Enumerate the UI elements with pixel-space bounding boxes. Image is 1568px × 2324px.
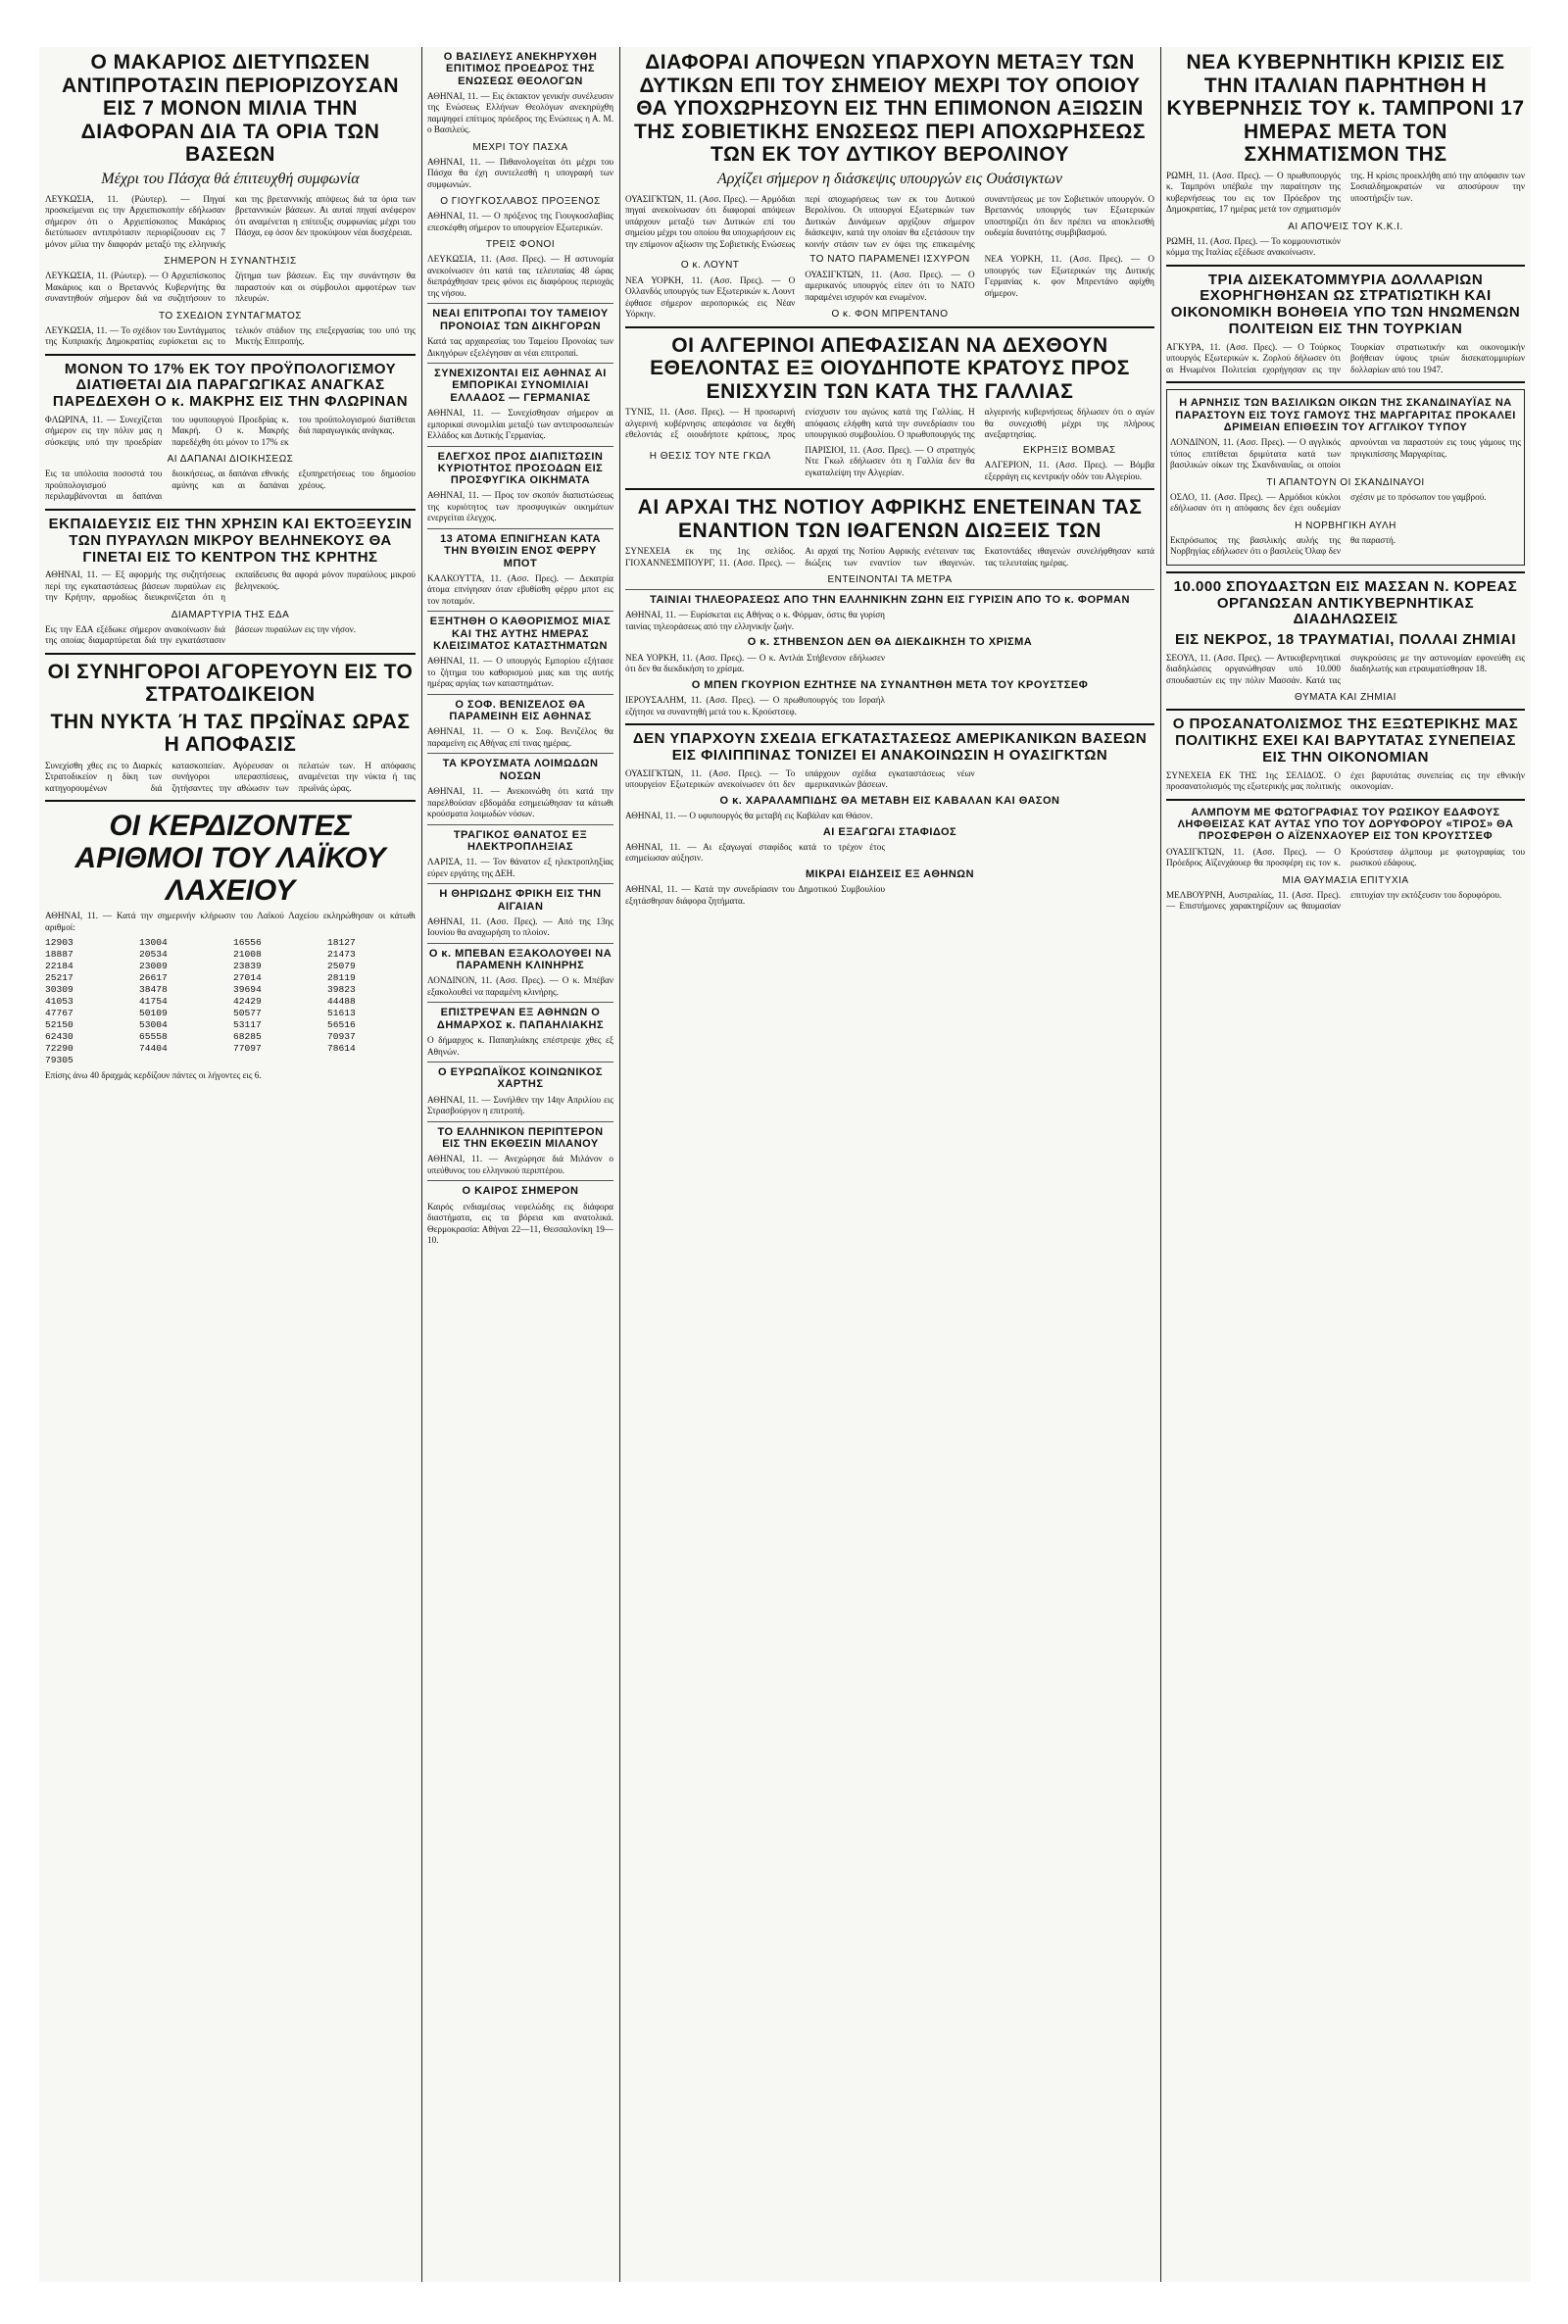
headline-shop-closing: ΕΞΗΤΗΘΗ Ο ΚΑΘΟΡΙΣΜΟΣ ΜΙΑΣ ΚΑΙ ΤΗΣ ΑΥΤΗΣ ΗΜΕΡΑΣ ΚΛΕΙΣΙΜΑΤΟΣ ΚΑΤΑΣΤΗΜΑΤΩΝ [429,616,612,652]
lottery-number: 26617 [139,972,168,984]
lottery-number: 23009 [139,961,168,972]
article-south-africa-body: ΣΥΝΕΧΕΙΑ εκ της 1ης σελίδος. ΓΙΟΧΑΝΝΕΣΜΠΟΥΡΓ, 11. (Ασσ. Πρες). — Αι αρχαί της Νοτίου Αφρικής ενέτειναν τας διώξεις των εναντίον των ιθαγενών. Εκατοντάδες ιθαγενών συνελήφθησαν κατά τας τελευταίας ημέρας. [625,546,1154,568]
divider [427,363,613,364]
lottery-number: 39823 [327,984,356,996]
headline-venizelos: Ο ΣΟΦ. ΒΕΝΙΖΕΛΟΣ ΘΑ ΠΑΡΑΜΕΙΝΗ ΕΙΣ ΑΘΗΝΑΣ [449,698,592,723]
lottery-numbers-grid [45,937,416,1066]
article-trade-body: ΑΘΗΝΑΙ, 11. — Συνεχίσθησαν σήμερον αι εμπορικαί συνομιλίαι μεταξύ των αντιπροσωπειών Ελλάδος και Δυτικής Γερμανίας. [427,408,613,440]
headline-philippines-bases: ΔΕΝ ΥΠΑΡΧΟΥΝ ΣΧΕΔΙΑ ΕΓΚΑΤΑΣΤΑΣΕΩΣ ΑΜΕΡΙΚΑΝΙΚΩΝ ΒΑΣΕΩΝ ΕΙΣ ΦΙΛΙΠΠΙΝΑΣ ΤΟΝΙΖΕΙ ΕΙ ΑΝΑΚΟΙΝΩΣΙΝ Η ΟΥΑΣΙΓΚΤΩΝ [632,730,1148,764]
lottery-number: 42429 [233,996,262,1008]
lottery-number: 79305 [45,1055,74,1066]
lottery-number: 47767 [45,1008,74,1019]
subhead-easter: Μέχρι του Πάσχα θά έπιτευχθή συμφωνία [101,170,360,187]
lottery-number: 50109 [139,1008,168,1019]
headline-trade-talks: ΣΥΝΕΧΙΖΟΝΤΑΙ ΕΙΣ ΑΘΗΝΑΣ ΑΙ ΕΜΠΟΡΙΚΑΙ ΣΥΝΟΜΙΛΙΑΙ ΕΛΛΑΔΟΣ — ΓΕΡΜΑΝΙΑΣ [434,368,607,404]
article-tiros-body: ΟΥΑΣΙΓΚΤΩΝ, 11. (Ασσ. Πρες). — Ο Πρόεδρος Αϊζενχάουερ θα προσφέρη εις τον κ. Κρούστσεφ άλμπουμ με φωτογραφίας του ρωσικού εδάφους. [1166,846,1525,868]
article-ben-gurion-body: ΙΕΡΟΥΣΑΛΗΜ, 11. (Ασσ. Πρες). — Ο πρωθυπουργός του Ισραήλ εζήτησε να συναντηθή μετά του κ. Κρούστσεφ. [625,695,885,717]
lottery-number: 21008 [233,949,262,961]
column-middle [625,47,1154,2282]
headline-diseases: ΤΑ ΚΡΟΥΣΜΑΤΑ ΛΟΙΜΩΔΩΝ ΝΟΣΩΝ [442,758,599,782]
article-electrocution-body: ΛΑΡΙΣΑ, 11. — Τον θάνατον εξ ηλεκτροπληξίας εύρεν εργάτης της ΔΕΗ. [427,857,613,878]
article-scandinavia-body: ΛΟΝΔΙΝΟΝ, 11. (Ασσ. Πρες). — Ο αγγλικός τύπος επιτίθεται δριμύτατα κατά των βασιλικών οίκων της Σκανδιναυΐας, οι οποίοι αρνούνται να παραστούν εις τους γάμους της πριγκιπίσσης Μαργαρίτας. [1170,437,1521,470]
lottery-number: 27014 [233,972,262,984]
headline-scandinavia: Η ΑΡΝΗΣΙΣ ΤΩΝ ΒΑΣΙΛΙΚΩΝ ΟΙΚΩΝ ΤΗΣ ΣΚΑΝΔΙΝΑΥΪΑΣ ΝΑ ΠΑΡΑΣΤΟΥΝ ΕΙΣ ΤΟΥΣ ΓΑΜΟΥΣ ΤΗΣ ΜΑΡΓΑΡΙΤΑΣ ΠΡΟΚΑΛΕΙ ΔΡΙΜΕΙΑΝ ΕΠΙΘΕΣΙΝ ΤΟΥ ΑΓΓΛΙΚΟΥ ΤΥΠΟΥ [1175,397,1516,433]
section-meeting-today: ΣΗΜΕΡΟΝ Η ΣΥΝΑΝΤΗΣΙΣ [164,256,297,268]
article-makarios-body: ΛΕΥΚΩΣΙΑ, 11. (Ρώυτερ). — Πηγαί προσκείμεναι εις την Αρχιεπισκοπήν εδήλωσαν σήμερον ότι ο Αρχιεπίσκοπος Μακάριος διετύπωσεν αντιπρότασιν περιορίζουσαν εις 7 μόνον μίλια την διαφοράν μεταξύ της ελληνικής και της βρεταννικής απόψεως διά τα όρια των βρεταννικών βάσεων. Αι αυταί πηγαί ανέφερον ότι αναμένεται η επίτευξις συμφωνίας μέχρι του Πάσχα, εφ όσον δεν προκύψουν νέαι δυσχέρειαι. [45,193,416,249]
divider [625,488,1154,490]
lottery-number: 25217 [45,972,74,984]
lottery-number: 41053 [45,996,74,1008]
article-refugee-body: ΑΘΗΝΑΙ, 11. — Προς τον σκοπόν διαπιστώσεως της κυριότητος των προσφυγικών οικημάτων ενεργείται έλεγχος. [427,490,613,523]
article-kki-body: ΡΩΜΗ, 11. (Ασσ. Πρες). — Το κομμουνιστικόν κόμμα της Ιταλίας εξέδωσε ανακοίνωσιν. [1166,235,1341,258]
lottery-number: 78614 [327,1043,356,1055]
divider [1166,709,1525,711]
divider [427,611,613,612]
article-italy-body: ΡΩΜΗ, 11. (Ασσ. Πρες). — Ο πρωθυπουργός κ. Ταμπρόνι υπέβαλε την παραίτησιν της κυβερνήσεως του εις τον Πρόεδρον της Δημοκρατίας, 17 ημέρας μετά τον σχηματισμόν της. Η κρίσις προεκλήθη από την απόφασιν των Σοσιαλδημοκρατών να αποσύρουν την υποστήριξίν των. [1166,170,1525,215]
article-charter-body: ΑΘΗΝΑΙ, 11. — Συνήλθεν την 14ην Απριλίου εις Στρασβούργον η επιτροπή. [427,1094,613,1116]
article-philippines-body: ΟΥΑΣΙΓΚΤΩΝ, 11. (Ασσ. Πρες). — Το υπουργείον Εξωτερικών ανεκοίνωσεν ότι δεν υπάρχουν σχέδια εγκαταστάσεως νέων αμερικανικών βάσεων. [625,767,975,790]
divider [1166,571,1525,573]
article-aegean-body: ΑΘΗΝΑΙ, 11. (Ασσ. Πρες). — Από της 13ης Ιουνίου θα αναχωρήση το πλοίον. [427,915,613,938]
lottery-number: 50577 [233,1008,262,1019]
lottery-number: 77097 [233,1043,262,1055]
lottery-number: 41754 [139,996,168,1008]
headline-aegean: Η ΘΗΡΙΩΔΗΣ ΦΡΙΚΗ ΕΙΣ ΤΗΝ ΑΙΓΑΙΑΝ [439,888,602,913]
lottery-number: 56516 [327,1019,356,1031]
section-norwegian-court: Η ΝΟΡΒΗΓΙΚΗ ΑΥΛΗ [1295,519,1396,531]
headline-italy-crisis: ΝΕΑ ΚΥΒΕΡΝΗΤΙΚΗ ΚΡΙΣΙΣ ΕΙΣ ΤΗΝ ΙΤΑΛΙΑΝ ΠΑΡΗΤΗΘΗ Η ΚΥΒΕΡΝΗΣΙΣ ΤΟΥ κ. ΤΑΜΠΡΟΝΙ 17 ΗΜΕΡΑΣ ΜΕΤΑ ΤΟΝ ΣΧΗΜΑΤΙΣΜΟΝ ΤΗΣ [1166,51,1525,167]
lottery-number: 53117 [233,1019,262,1031]
boxed-article-scandinavia [1166,389,1525,565]
column-rule [619,47,620,2282]
headline-small-news: ΜΙΚΡΑΙ ΕΙΔΗΣΕΙΣ ΕΞ ΑΘΗΝΩΝ [805,867,975,880]
divider [45,509,416,511]
headline-foreign-policy: Ο ΠΡΟΣΑΝΑΤΟΛΙΣΜΟΣ ΤΗΣ ΕΞΩΤΕΡΙΚΗΣ ΜΑΣ ΠΟΛΙΤΙΚΗΣ ΕΧΕΙ ΚΑΙ ΒΑΡΥΤΑΤΑΣ ΣΥΝΕΠΕΙΑΣ ΕΙΣ ΤΗΝ ΟΙΚΟΝΟΜΙΑΝ [1172,716,1519,766]
headline-mayor: ΕΠΙΣΤΡΕΨΑΝ ΕΞ ΑΘΗΝΩΝ Ο ΔΗΜΑΡΧΟΣ κ. ΠΑΠΑΗΛΙΑΚΗΣ [436,1007,605,1031]
article-kavala-body: ΑΘΗΝΑΙ, 11. — Ο υφυπουργός θα μεταβή εις Καβάλαν και Θάσον. [625,811,873,820]
lottery-number: 28119 [327,972,356,984]
article-bomb-body: ΑΛΓΕΡΙΟΝ, 11. (Ασσ. Πρες). — Βόμβα εξερράγη εις κεντρικήν οδόν του Αλγερίου. [984,460,1154,481]
divider [427,883,613,884]
divider [1166,265,1525,267]
headline-lawyers-fund: ΝΕΑΙ ΕΠΙΤΡΟΠΑΙ ΤΟΥ ΤΑΜΕΙΟΥ ΠΡΟΝΟΙΑΣ ΤΩΝ ΔΙΚΗΓΟΡΩΝ [432,308,609,332]
divider [625,589,1154,590]
article-algerians-body: ΤΥΝΙΣ, 11. (Ασσ. Πρες). — Η προσωρινή αλγερινή κυβέρνησις απεφάσισε να δεχθή εθελοντάς εξ οιουδήποτε κράτους, προς ενίσχυσιν του αγώνος κατά της Γαλλίας. Η απόφασις ελήφθη κατά την συνεδρίασιν του υπουργικού συμβουλίου. Ο πρωθυπουργός της αλγερινής κυβερνήσεως δήλωσεν ότι ο αγών θα συνεχισθή μέχρι της πλήρους ανεξαρτησίας. [625,407,1154,440]
lottery-note: Επίσης άνω 40 δραχμάς κερδίζουν πάντες οι λήγοντες εις 6. [45,1070,262,1081]
article-reply-body: ΟΣΛΟ, 11. (Ασσ. Πρες). — Αρμόδιοι κύκλοι εδήλωσαν ότι η απόφασις δεν έχει ουδεμίαν σχέσιν με το πρόσωπον του γαμβρού. [1170,491,1487,514]
divider [427,1121,613,1122]
lottery-number: 20534 [139,949,168,961]
section-yugoslav-consul: Ο ΓΙΟΥΓΚΟΣΛΑΒΟΣ ΠΡΟΞΕΝΟΣ [440,196,601,208]
lottery-number: 16556 [233,937,262,949]
lottery-number: 13004 [139,937,168,949]
section-constitution: ΤΟ ΣΧΕΔΙΟΝ ΣΥΝΤΑΓΜΑΤΟΣ [158,310,302,321]
article-berlin-body: ΟΥΑΣΙΓΚΤΩΝ, 11. (Ασσ. Πρες). — Αρμόδιαι πηγαί ανεκοίνωσαν ότι διαφοραί απόψεων υπάρχουν μεταξύ των Δυτικών επί του σημείου μέχρι του οποίου θα υποχωρήσουν εις την επίμονον αξίωσιν της Σοβιετικής Ενώσεως περί αποχωρήσεως των εκ του Δυτικού Βερολίνου. Οι υπουργοί Εξωτερικών των Δυτικών Δυνάμεων αρχίζουν σήμερον διάσκεψιν, κατά την οποίαν θα εξετάσουν την κοινήν στάσιν των εν όψει της επικειμένης συναντήσεως με τον Σοβιετικόν υπουργόν. Ο Βρεταννός υπουργός των Εξωτερικών υποστηρίζει ότι δεν πρέπει να αποκλεισθή ουδεμία δυνατότης συμβιβασμού. [625,193,1154,249]
article-foreign-policy-body: ΣΥΝΕΧΕΙΑ ΕΚ ΤΗΣ 1ης ΣΕΛΙΔΟΣ. Ο προσανατολισμός της εξωτερικής μας πολιτικής έχει βαρυτάτας συνεπείας εις την εθνικήν οικονομίαν. [1166,769,1525,792]
article-mayor-body: Ο δήμαρχος κ. Παπαηλιάκης επέστρεψε χθες εξ Αθηνών. [427,1035,613,1057]
divider [427,1002,613,1003]
lottery-title: ΟΙ ΚΕΡΔΙΖΟΝΤΕΣ ΑΡΙΘΜΟΙ ΤΟΥ ΛΑΪΚΟΥ ΛΑΧΕΙΟΥ [74,810,386,908]
article-stevenson-body: ΝΕΑ ΥΟΡΚΗ, 11. (Ασσ. Πρες). — Ο κ. Αντλάι Στήβενσον εδήλωσεν ότι δεν θα διεκδικήση το χρίσμα. [625,652,885,674]
headline-court-decision: ΤΗΝ ΝΥΚΤΑ Ή ΤΑΣ ΠΡΩΪΝΑΣ ΩΡΑΣ Η ΑΠΟΦΑΣΙΣ [50,710,411,757]
headline-budget: ΜΟΝΟΝ ΤΟ 17% ΕΚ ΤΟΥ ΠΡΟΫΠΟΛΟΓΙΣΜΟΥ ΔΙΑΤΙΘΕΤΑΙ ΔΙΑ ΠΑΡΑΓΩΓΙΚΑΣ ΑΝΑΓΚΑΣ ΠΑΡΕΔΕΧΘΗ Ο κ. ΜΑΚΡΗΣ ΕΙΣ ΤΗΝ ΦΛΩΡΙΝΑΝ [52,360,409,411]
headline-tiros-album: ΑΛΜΠΟΥΜ ΜΕ ΦΩΤΟΓΡΑΦΙΑΣ ΤΟΥ ΡΩΣΙΚΟΥ ΕΔΑΦΟΥΣ ΛΗΦΘΕΙΣΑΣ ΚΑΤ ΑΥΤΑΣ ΥΠΟ ΤΟΥ ΔΟΡΥΦΟΡΟΥ «ΤΙΡΟΣ» ΘΑ ΠΡΟΣΦΕΡΘΗ Ο ΑΪΖΕΝΧΑΟΥΕΡ ΕΙΣ ΤΟΝ ΚΡΟΥΣΤΣΕΦ [1177,806,1514,843]
article-norway-body: Εκπρόσωπος της βασιλικής αυλής της Νορβηγίας εδήλωσεν ότι ο βασιλεύς Όλαφ δεν θα παραστή. [1170,534,1396,557]
divider [427,824,613,825]
section-scandinavians-reply: ΤΙ ΑΠΑΝΤΟΥΝ ΟΙ ΣΚΑΝΔΙΝΑΥΟΙ [1266,476,1425,488]
headline-court-martial: ΟΙ ΣΥΝΗΓΟΡΟΙ ΑΓΟΡΕΥΟΥΝ ΕΙΣ ΤΟ ΣΤΡΑΤΟΔΙΚΕΙΟΝ [47,660,414,707]
article-korea-body: ΣΕΟΥΛ, 11. (Ασσ. Πρες). — Αντικυβερνητικαί διαδηλώσεις οργανώθησαν υπό 10.000 σπουδαστών εις την πόλιν Μασσάν. Κατά τας συγκρούσεις με την αστυνομίαν εφονεύθη εις διαδηλωτής και ετραυματίσθησαν 18. [1166,652,1525,685]
newspaper-page [39,47,1531,2282]
headline-korea-students: 10.000 ΣΠΟΥΔΑΣΤΩΝ ΕΙΣ ΜΑΣΣΑΝ Ν. ΚΟΡΕΑΣ ΟΡΓΑΝΩΣΑΝ ΑΝΤΙΚΥΒΕΡΝΗΤΙΚΑΣ ΔΙΑΔΗΛΩΣΕΙΣ [1173,577,1518,628]
column-left [45,47,416,2282]
headline-berlin-west: ΔΙΑΦΟΡΑΙ ΑΠΟΨΕΩΝ ΥΠΑΡΧΟΥΝ ΜΕΤΑΞΥ ΤΩΝ ΔΥΤΙΚΩΝ ΕΠΙ ΤΟΥ ΣΗΜΕΙΟΥ ΜΕΧΡΙ ΤΟΥ ΟΠΟΙΟΥ ΘΑ ΥΠΟΧΩΡΗΣΟΥΝ ΕΙΣ ΤΗΝ ΕΠΙΜΟΝΟΝ ΑΞΙΩΣΙΝ ΤΗΣ ΣΟΒΙΕΤΙΚΗΣ ΕΝΩΣΕΩΣ ΠΕΡΙ ΑΠΟΧΩΡΗΣΕΩΣ ΤΩΝ ΕΚ ΤΟΥ ΔΥΤΙΚΟΥ ΒΕΡΟΛΙΝΟΥ [634,51,1146,167]
divider [427,1062,613,1063]
headline-ferry-sinking: 13 ΑΤΟΜΑ ΕΠΝΙΓΗΣΑΝ ΚΑΤΑ ΤΗΝ ΒΥΘΙΣΙΝ ΕΝΟΣ ΦΕΡΡΥ ΜΠΟΤ [440,532,601,569]
headline-kavala: Ο κ. ΧΑΡΑΛΑΜΠΙΔΗΣ ΘΑ ΜΕΤΑΒΗ ΕΙΣ ΚΑΒΑΛΑΝ ΚΑΙ ΘΑΣΟΝ [719,794,1060,807]
article-diseases-body: ΑΘΗΝΑΙ, 11. — Ανεκοινώθη ότι κατά την παρελθούσαν εβδομάδα εσημειώθησαν τα κάτωθι κρούσματα λοιμωδών νόσων. [427,786,613,819]
divider [45,653,416,655]
lottery-number: 53004 [139,1019,168,1031]
lottery-number: 22184 [45,961,74,972]
section-measures: ΕΝΤΕΙΝΟΝΤΑΙ ΤΑ ΜΕΤΡΑ [827,574,953,586]
column-rule [1160,47,1161,2282]
subhead-washington-conference: Αρχίζει σήμερον η διάσκεψις υπουργών εις Ουάσιγκτων [716,170,1062,187]
headline-milan-fair: ΤΟ ΕΛΛΗΝΙΚΟΝ ΠΕΡΙΠΤΕΡΟΝ ΕΙΣ ΤΗΝ ΕΚΘΕΣΙΝ ΜΙΛΑΝΟΥ [437,1125,604,1150]
article-de-gaulle-body: ΠΑΡΙΣΙΟΙ, 11. (Ασσ. Πρες). — Ο στρατηγός Ντε Γκωλ εδήλωσεν ότι η Γαλλία δεν θα εγκαταλείψη την Αλγερίαν. [805,444,975,477]
lottery-number: 74404 [139,1043,168,1055]
headline-weather: Ο ΚΑΙΡΟΣ ΣΗΜΕΡΟΝ [462,1185,579,1198]
headline-social-charter: Ο ΕΥΡΩΠΑΪΚΟΣ ΚΟΙΝΩΝΙΚΟΣ ΧΑΡΤΗΣ [438,1066,603,1091]
divider [1166,799,1525,801]
lottery-number: 72290 [45,1043,74,1055]
lottery-number: 23839 [233,961,262,972]
article-eda-body: Εις την ΕΔΑ εξέδωκε σήμερον ανακοίνωσιν διά της οποίας διαμαρτύρεται διά την εγκατάστασιν βάσεων πυραύλων εις την νήσον. [45,623,357,646]
divider [427,694,613,695]
headline-algerians: ΟΙ ΑΛΓΕΡΙΝΟΙ ΑΠΕΦΑΣΙΣΑΝ ΝΑ ΔΕΧΘΟΥΝ ΕΘΕΛΟΝΤΑΣ ΕΞ ΟΙΟΥΔΗΠΟΤΕ ΚΡΑΤΟΥΣ ΠΡΟΣ ΕΝΙΣΧΥΣΙΝ ΤΩΝ ΚΑΤΑ ΤΗΣ ΓΑΛΛΙΑΣ [650,333,1130,403]
lottery-number: 12903 [45,937,74,949]
headline-korea-casualties: ΕΙΣ ΝΕΚΡΟΣ, 18 ΤΡΑΥΜΑΤΙΑΙ, ΠΟΛΛΑΙ ΖΗΜΙΑΙ [1174,631,1517,649]
article-constitution-body: ΛΕΥΚΩΣΙΑ, 11. — Το σχέδιον του Συντάγματος της Κυπριακής Δημοκρατίας ευρίσκεται εις το τελικόν στάδιον της επεξεργασίας του υπό της Μικτής Επιτροπής. [45,324,416,347]
section-admin-costs: ΑΙ ΔΑΠΑΝΑΙ ΔΙΟΙΚΗΣΕΩΣ [167,454,294,466]
lottery-number: 18887 [45,949,74,961]
article-ferry-body: ΚΑΛΚΟΥΤΤΑ, 11. (Ασσ. Πρες). — Δεκατρία άτομα επνίγησαν όταν εβυθίσθη φέρρυ μποτ εις τον ποταμόν. [427,572,613,606]
article-lunt-body: ΝΕΑ ΥΟΡΚΗ, 11. (Ασσ. Πρες). — Ο Ολλανδός υπουργός των Εξωτερικών κ. Λουντ έφθασε σήμερον αεροπορικώς εις Νέαν Υόρκην. [625,274,796,320]
section-great-success: ΜΙΑ ΘΑΥΜΑΣΙΑ ΕΠΙΤΥΧΙΑ [1282,874,1409,886]
lottery-number: 70937 [327,1031,356,1043]
article-venizelos-body: ΑΘΗΝΑΙ, 11. — Ο κ. Σοφ. Βενιζέλος θα παραμείνη εις Αθήνας επί τινας ημέρας. [427,726,613,748]
article-small-news-body: ΑΘΗΝΑΙ, 11. — Κατά την συνεδρίασιν του Δημοτικού Συμβουλίου εξητάσθησαν διάφορα ζητήματα. [625,884,885,906]
lottery-intro: ΑΘΗΝΑΙ, 11. — Κατά την σημερινήν κλήρωσιν του Λαϊκού Λαχείου εκληρώθησαν οι κάτωθι αριθμοί: [45,911,416,932]
divider [427,753,613,754]
article-missiles-body: ΑΘΗΝΑΙ, 11. — Εξ αφορμής της συζητήσεως περί της εγκαταστάσεως βάσεων πυραύλων εις την Κρήτην, αρμοδίως διευκρινίζεται ότι η εκπαίδευσις θα αφορά μόνον πυραύλους μικρού βεληνεκούς. [45,569,416,603]
headline-tv-films: ΤΑΙΝΙΑΙ ΤΗΛΕΟΡΑΣΕΩΣ ΑΠΟ ΤΗΝ ΕΛΛΗΝΙΚΗΝ ΖΩΗΝ ΕΙΣ ΓΥΡΙΣΙΝ ΑΠΟ ΤΟ κ. ΦΟΡΜΑΝ [650,594,1130,607]
article-success-body: ΜΕΛΒΟΥΡΝΗ, Αυστραλίας, 11. (Ασσ. Πρες). — Επιστήμονες χαρακτηρίζουν ως θαυμασίαν επιτυχίαν την εκτόξευσιν του δορυφόρου. [1166,889,1502,912]
headline-refugee-housing: ΕΛΕΓΧΟΣ ΠΡΟΣ ΔΙΑΠΙΣΤΩΣΙΝ ΚΥΡΙΟΤΗΤΟΣ ΠΡΟΣΟΔΩΝ ΕΙΣ ΠΡΟΣΦΥΓΙΚΑ ΟΙΚΗΜΑΤΑ [437,450,604,487]
column-rule [421,47,422,2282]
headline-makarios: Ο ΜΑΚΑΡΙΟΣ ΔΙΕΤΥΠΩΣΕΝ ΑΝΤΙΠΡΟΤΑΣΙΝ ΠΕΡΙΟΡΙΖΟΥΣΑΝ ΕΙΣ 7 ΜΟΝΟΝ ΜΙΛΙΑ ΤΗΝ ΔΙΑΦΟΡΑΝ ΔΙΑ ΤΑ ΟΡΙΑ ΤΩΝ ΒΑΣΕΩΝ [61,51,400,167]
section-victims: ΘΥΜΑΤΑ ΚΑΙ ΖΗΜΙΑΙ [1295,692,1396,704]
lottery-number: 44488 [327,996,356,1008]
divider [427,528,613,529]
headline-bevan: Ο κ. ΜΠΕΒΑΝ ΕΞΑΚΟΛΟΥΘΕΙ ΝΑ ΠΑΡΑΜΕΝΗ ΚΛΙΝΗΡΗΣ [428,947,612,972]
article-raisin-body: ΑΘΗΝΑΙ, 11. — Αι εξαγωγαί σταφίδος κατά το τρέχον έτος εσημείωσαν αύξησιν. [625,841,885,864]
lottery-number: 39694 [233,984,262,996]
lottery-number: 62430 [45,1031,74,1043]
section-kki-views: ΑΙ ΑΠΟΨΕΙΣ ΤΟΥ Κ.Κ.Ι. [1288,221,1403,232]
article-court-body: Συνεχίσθη χθες εις το Διαρκές Στρατοδικείον η δίκη των κατηγορουμένων διά κατασκοπείαν. Αγόρευσαν οι συνήγοροι υπερασπίσεως, ζητήσαντες την αθώωσιν των πελατών των. Η απόφασις αναμένεται την νύκτα ή τας πρωϊνάς ώρας. [45,760,416,793]
article-milan-body: ΑΘΗΝΑΙ, 11. — Ανεχώρησε διά Μιλάνον ο υπεύθυνος του ελληνικού περιπτέρου. [427,1154,613,1175]
article-turkey-body: ΑΓΚΥΡΑ, 11. (Ασσ. Πρες). — Ο Τούρκος υπουργός Εξωτερικών κ. Ζορλού δήλωσεν ότι αι Ηνωμένοι Πολιτείαι εχορήγησαν εις την Τουρκίαν στρατιωτικήν και οικονομικήν βοήθειαν ύψους τριών δισεκατομμυρίων δολλαρίων από του 1947. [1166,341,1525,374]
lottery-number: 21473 [327,949,356,961]
article-bevan-body: ΛΟΝΔΙΝΟΝ, 11. (Ασσ. Πρες). — Ο κ. Μπέβαν εξακολουθεί να παραμένη κλινήρης. [427,975,613,997]
divider [427,446,613,447]
headline-turkey-aid: ΤΡΙΑ ΔΙΣΕΚΑΤΟΜΜΥΡΙΑ ΔΟΛΛΑΡΙΩΝ ΕΧΟΡΗΓΗΘΗΣΑΝ ΩΣ ΣΤΡΑΤΙΩΤΙΚΗ ΚΑΙ ΟΙΚΟΝΟΜΙΚΗ ΒΟΗΘΕΙΑ ΥΠΟ ΤΩΝ ΗΝΩΜΕΝΩΝ ΠΟΛΙΤΕΙΩΝ ΕΙΣ ΤΗΝ ΤΟΥΡΚΙΑΝ [1170,271,1521,337]
article-murders-body: ΛΕΥΚΩΣΙΑ, 11. (Ασσ. Πρες). — Η αστυνομία ανεκοίνωσεν ότι κατά τας τελευταίας 48 ώρας διεπράχθησαν τρεις φόνοι εις διαφόρους περιοχάς της νήσου. [427,254,613,298]
divider [45,800,416,802]
article-easter-body: ΑΘΗΝΑΙ, 11. — Πιθανολογείται ότι μέχρι του Πάσχα θα έχη συντελεσθή η υπογραφή των συμφωνιών. [427,156,613,189]
section-eda-protest: ΔΙΑΜΑΡΤΥΡΙΑ ΤΗΣ ΕΔΑ [171,609,290,620]
article-brentano-body: ΝΕΑ ΥΟΡΚΗ, 11. (Ασσ. Πρες). — Ο υπουργός των Εξωτερικών της Δυτικής Γερμανίας κ. φον Μπρεντάνο αφίχθη σήμερον. [984,254,1154,298]
headline-missiles-crete: ΕΚΠΑΙΔΕΥΣΙΣ ΕΙΣ ΤΗΝ ΧΡΗΣΙΝ ΚΑΙ ΕΚΤΟΞΕΥΣΙΝ ΤΩΝ ΠΥΡΑΥΛΩΝ ΜΙΚΡΟΥ ΒΕΛΗΝΕΚΟΥΣ ΘΑ ΓΙΝΕΤΑΙ ΕΙΣ ΤΟ ΚΕΝΤΡΟΝ ΤΗΣ ΚΡΗΤΗΣ [48,515,413,566]
lottery-number: 68285 [233,1031,262,1043]
section-lunt: Ο κ. ΛΟΥΝΤ [680,260,740,272]
lottery-number: 38478 [139,984,168,996]
lottery-number: 25079 [327,961,356,972]
article-king-body: ΑΘΗΝΑΙ, 11. — Εις έκτακτον γενικήν συνέλευσιν της Ενώσεως Ελλήνων Θεολόγων ανεκηρύχθη παμψηφεί επίτιμος πρόεδρος της Ενώσεως η Α. Μ. ο Βασιλεύς. [427,90,613,135]
headline-electrocution: ΤΡΑΓΙΚΟΣ ΘΑΝΑΤΟΣ ΕΞ ΗΛΕΚΤΡΟΠΛΗΞΙΑΣ [453,828,588,853]
article-tv-body: ΑΘΗΝΑΙ, 11. — Ευρίσκεται εις Αθήνας ο κ. Φόρμαν, όστις θα γυρίση ταινίας τηλεοράσεως από την ελληνικήν ζωήν. [625,610,885,631]
section-nato-strong: ΤΟ ΝΑΤΟ ΠΑΡΑΜΕΝΕΙ ΙΣΧΥΡΟΝ [809,254,970,266]
article-weather-body: Καιρός ενδιαμέσως νεφελώδης εις διάφορα διαστήματα, εις τα βόρεια και ανατολικά. Θερμοκρασία: Αθήναι 22—11, Θεσσαλονίκη 19—10. [427,1201,613,1246]
divider [625,723,1154,725]
lottery-number: 65558 [139,1031,168,1043]
section-three-murders: ΤΡΕΙΣ ΦΟΝΟΙ [485,239,556,251]
section-brentano: Ο κ. ΦΟΝ ΜΠΡΕΝΤΑΝΟ [831,309,949,321]
article-shop-body: ΑΘΗΝΑΙ, 11. — Ο υπουργός Εμπορίου εξήτασε το ζήτημα του καθορισμού μιας και της αυτής ημέρας αργίας των καταστημάτων. [427,656,613,689]
divider [427,1180,613,1181]
lottery-number: 51613 [327,1008,356,1019]
article-nato-body: ΟΥΑΣΙΓΚΤΩΝ, 11. (Ασσ. Πρες). — Ο αμερικανός υπουργός είπεν ότι το ΝΑΤΟ παραμένει ισχυρόν και ενωμένον. [805,269,975,302]
algeria-sections [625,445,1154,483]
headline-south-africa: ΑΙ ΑΡΧΑΙ ΤΗΣ ΝΟΤΙΟΥ ΑΦΡΙΚΗΣ ΕΝΕΤΕΙΝΑΝ ΤΑΣ ΕΝΑΝΤΙΟΝ ΤΩΝ ΙΘΑΓΕΝΩΝ ΔΙΩΞΕΙΣ ΤΩΝ [637,496,1143,542]
divider [1166,381,1525,383]
divider [427,943,613,944]
section-bomb: ΕΚΡΗΞΙΣ ΒΟΜΒΑΣ [1022,444,1116,456]
article-admin-costs-body: Εις τα υπόλοιπα ποσοστά του προϋπολογισμού περιλαμβάνονται αι δαπάναι διοικήσεως, αι δαπάναι εθνικής αμύνης και αι δαπάναι εξυπηρετήσεως του δημοσίου χρέους. [45,469,416,502]
article-meeting-body: ΛΕΥΚΩΣΙΑ, 11. (Ρώυτερ). — Ο Αρχιεπίσκοπος Μακάριος και ο Βρεταννός Κυβερνήτης θα συναντηθούν σήμερον διά να συζητήσουν το ζήτημα των βάσεων. Εις την συνάντησιν θα παραστούν και οι σύμβουλοι αμφοτέρων των πλευρών. [45,271,416,304]
headline-raisin-exports: ΑΙ ΕΞΑΓΩΓΑΙ ΣΤΑΦΙΔΟΣ [822,825,957,838]
headline-ben-gurion: Ο ΜΠΕΝ ΓΚΟΥΡΙΟΝ ΕΖΗΤΗΣΕ ΝΑ ΣΥΝΑΝΤΗΘΗ ΜΕΤΑ ΤΟΥ ΚΡΟΥΣΤΣΕΦ [691,678,1089,691]
article-consul-body: ΑΘΗΝΑΙ, 11. — Ο πρόξενος της Γιουγκοσλαβίας επεσκέφθη σήμερον το υπουργείον Εξωτερικών. [427,211,613,232]
divider [427,303,613,304]
lottery-number: 30309 [45,984,74,996]
lottery-number: 52150 [45,1019,74,1031]
lottery-number: 18127 [327,937,356,949]
section-until-easter: ΜΕΧΡΙ ΤΟΥ ΠΑΣΧΑ [472,141,568,153]
divider [625,326,1154,328]
headline-stevenson: Ο κ. ΣΤΗΒΕΝΣΟΝ ΔΕΝ ΘΑ ΔΙΕΚΔΙΚΗΣΗ ΤΟ ΧΡΙΣΜΑ [747,636,1033,649]
section-de-gaulle: Η ΘΕΣΙΣ ΤΟΥ ΝΤΕ ΓΚΩΛ [649,450,771,462]
column-right [1166,47,1525,2282]
article-lawyers-body: Κατά τας αρχαιρεσίας του Ταμείου Προνοίας των Δικηγόρων εξελέγησαν αι νέαι επιτροπαί. [427,336,613,358]
article-budget-body: ΦΛΩΡΙΝΑ, 11. — Συνεχίζεται σήμερον εις την πόλιν μας η σύσκεψις υπό την προεδρίαν του υφυπουργού Προεδρίας κ. Μακρή. Ο κ. Μακρής παρεδέχθη ότι μόνον το 17% εκ του προϋπολογισμού διατίθεται διά παραγωγικάς ανάγκας. [45,414,416,447]
column-second [427,47,613,2282]
berlin-sections [625,254,1154,321]
headline-king-theologians: Ο ΒΑΣΙΛΕΥΣ ΑΝΕΚΗΡΥΧΘΗ ΕΠΙΤΙΜΟΣ ΠΡΟΕΔΡΟΣ ΤΗΣ ΕΝΩΣΕΩΣ ΘΕΟΛΟΓΩΝ [443,51,598,87]
divider [45,354,416,356]
